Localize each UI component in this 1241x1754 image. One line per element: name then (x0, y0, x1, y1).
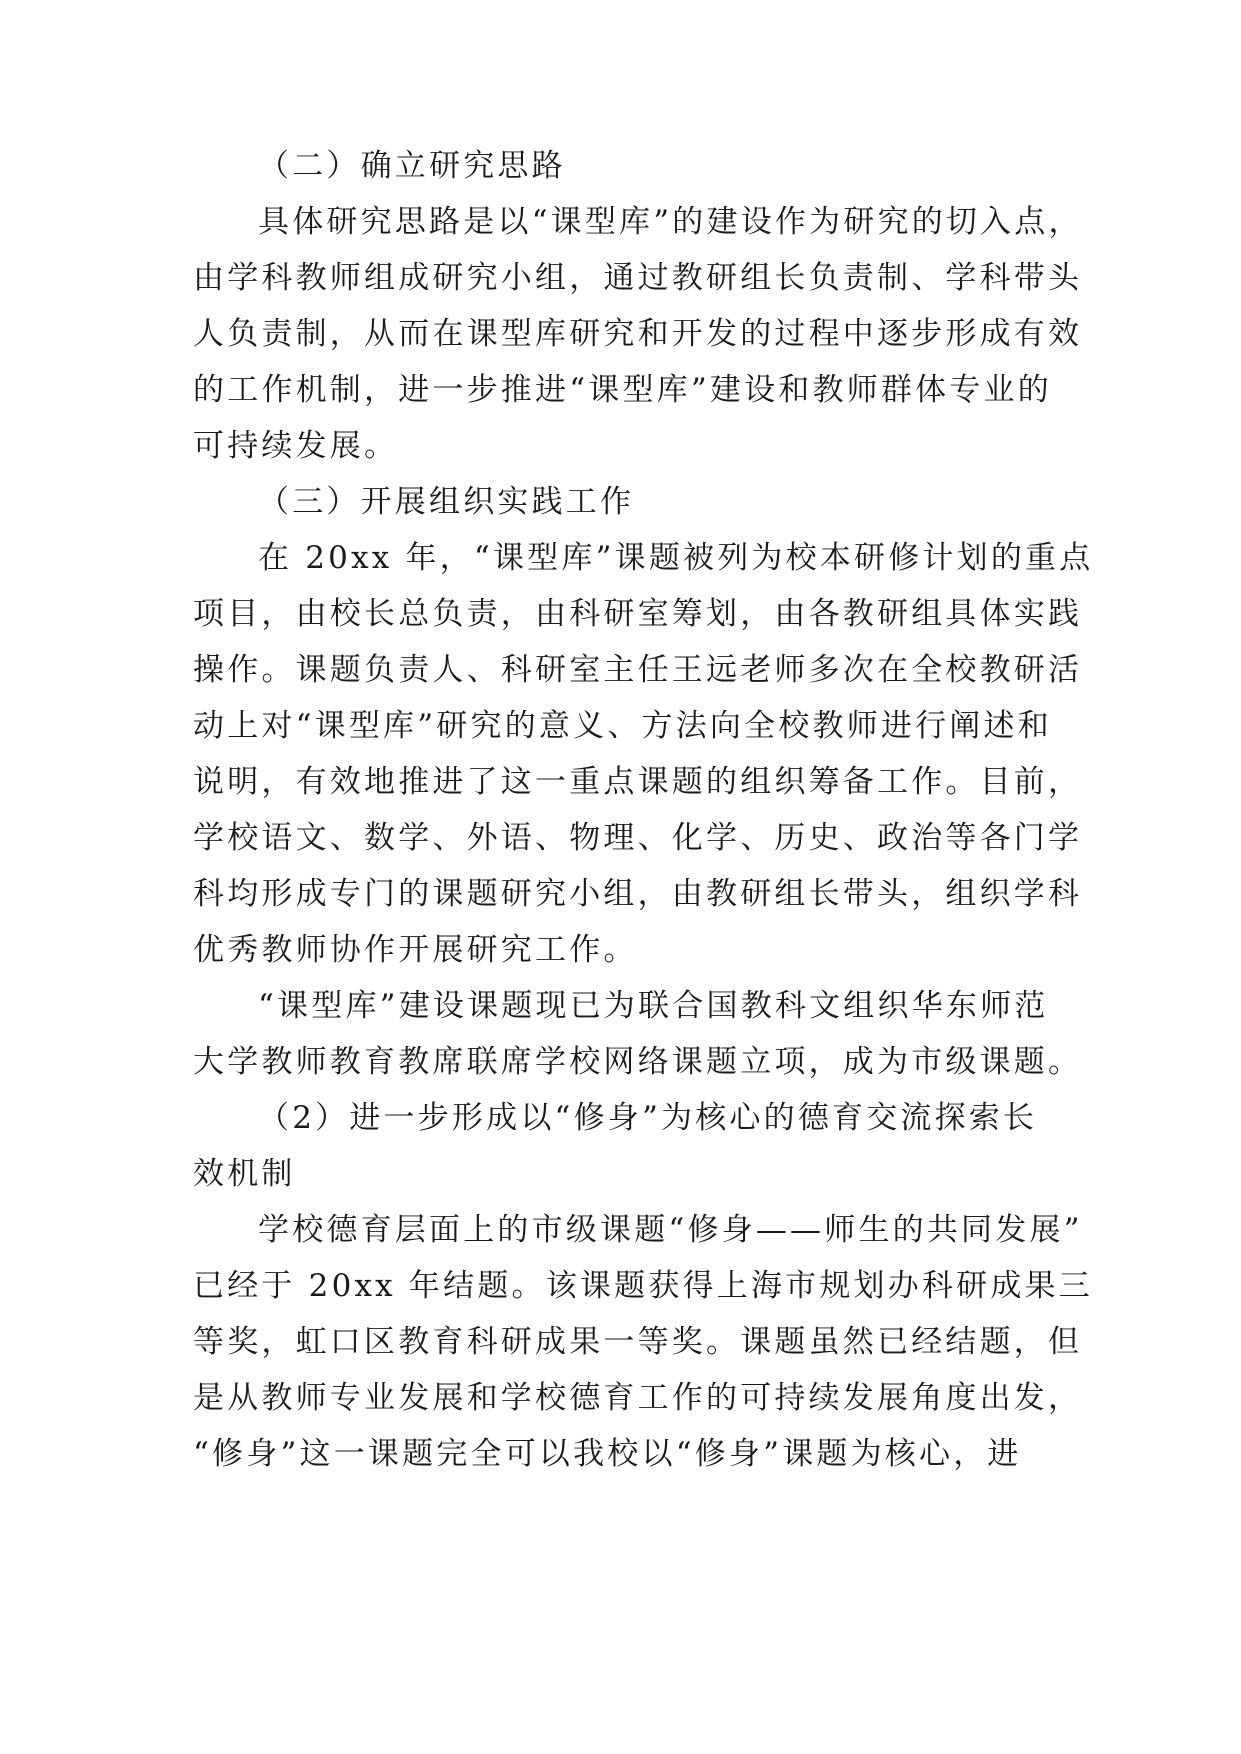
paragraph-line: 可持续发展。 (193, 428, 399, 464)
paragraph-line: 具体研究思路是以“课型库”的建设作为研究的切入点， (258, 204, 1083, 240)
paragraph-line: 科均形成专门的课题研究小组，由教研组长带头，组织学科 (193, 876, 1083, 912)
heading-establish-research-approach: （二）确立研究思路 (258, 148, 566, 184)
paragraph-line: 是从教师专业发展和学校德育工作的可持续发展角度出发， (193, 1380, 1083, 1416)
paragraph-line: 动上对“课型库”研究的意义、方法向全校教师进行阐述和 (193, 708, 1052, 744)
paragraph-line: 在 20xx 年，“课型库”课题被列为校本研修计划的重点 (258, 540, 1094, 576)
paragraph-line: 等奖，虹口区教育科研成果一等奖。课题虽然已经结题，但 (193, 1324, 1083, 1360)
paragraph-line: 学校语文、数学、外语、物理、化学、历史、政治等各门学 (193, 820, 1083, 856)
paragraph-line: 优秀教师协作开展研究工作。 (193, 932, 638, 968)
paragraph-line: “修身”这一课题完全可以我校以“修身”课题为核心，进 (193, 1436, 1022, 1472)
paragraph-line: 学校德育层面上的市级课题“修身——师生的共同发展” (258, 1212, 1083, 1248)
heading-organize-practice-work: （三）开展组织实践工作 (258, 484, 635, 520)
heading-moral-education-mechanism: （2）进一步形成以“修身”为核心的德育交流探索长 (258, 1100, 1038, 1136)
heading-moral-education-mechanism-continued: 效机制 (193, 1156, 296, 1192)
paragraph-line: 人负责制，从而在课型库研究和开发的过程中逐步形成有效 (193, 316, 1083, 352)
paragraph-line: 的工作机制，进一步推进“课型库”建设和教师群体专业的 (193, 372, 1052, 408)
paragraph-line: 说明，有效地推进了这一重点课题的组织筹备工作。目前， (193, 764, 1083, 800)
paragraph-line: 项目，由校长总负责，由科研室筹划，由各教研组具体实践 (193, 596, 1083, 632)
paragraph-line: 大学教师教育教席联席学校网络课题立项，成为市级课题。 (193, 1044, 1083, 1080)
paragraph-line: “课型库”建设课题现已为联合国教科文组织华东师范 (258, 988, 1049, 1024)
paragraph-line: 由学科教师组成研究小组，通过教研组长负责制、学科带头 (193, 260, 1083, 296)
paragraph-line: 已经于 20xx 年结题。该课题获得上海市规划办科研成果三 (193, 1268, 1093, 1304)
paragraph-line: 操作。课题负责人、科研室主任王远老师多次在全校教研活 (193, 652, 1083, 688)
